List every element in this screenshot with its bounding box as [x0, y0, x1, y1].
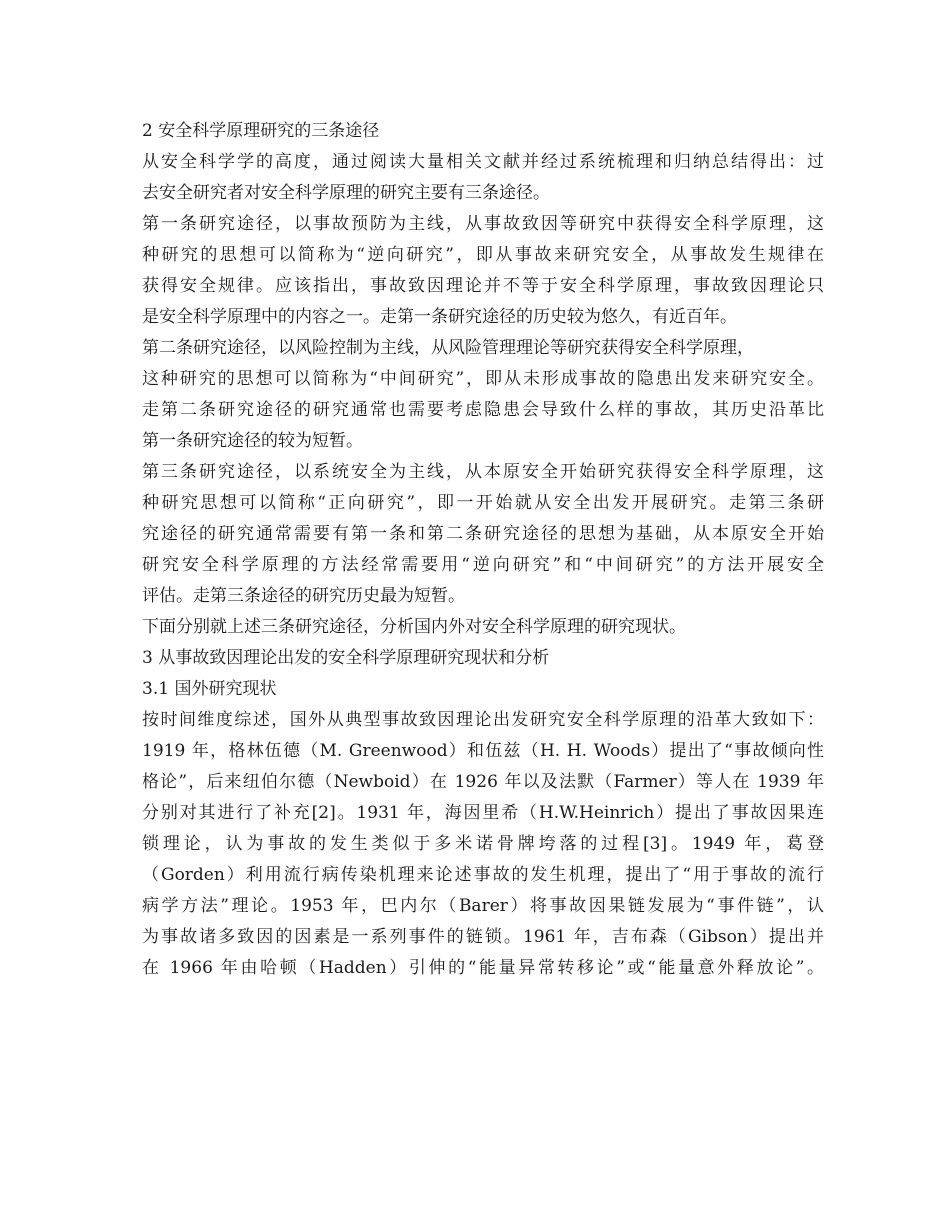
text-line: 第二条研究途径，以风险控制为主线，从风险管理理论等研究获得安全科学原理， [142, 338, 754, 358]
section-heading: 3 从事故致因理论出发的安全科学原理研究现状和分析 [142, 648, 550, 668]
document-page [142, 116, 824, 984]
text-line: 按时间维度综述，国外从典型事故致因理论出发研究安全科学原理的沿革大致如下： [142, 710, 824, 730]
text-line: 第一条研究途径，以事故预防为主线，从事故致因等研究中获得安全科学原理，这 [142, 214, 824, 234]
text-line: 获得安全规律。应该指出，事故致因理论并不等于安全科学原理，事故致因理论只 [142, 276, 824, 296]
text-line: 种研究的思想可以简称为“逆向研究”，即从事故来研究安全，从事故发生规律在 [142, 245, 824, 265]
text-line: 锁理论，认为事故的发生类似于多米诺骨牌垮落的过程[3]。1949 年，葛登 [142, 834, 824, 854]
text-line: 为事故诸多致因的因素是一系列事件的链锁。1961 年，吉布森（Gibson）提出并 [142, 927, 824, 947]
text-line: 第一条研究途径的较为短暂。 [142, 431, 363, 451]
text-line: 病学方法”理论。1953 年，巴内尔（Barer）将事故因果链发展为“事件链”，认 [142, 896, 824, 916]
text-line: （Gorden）利用流行病传染机理来论述事故的发生机理，提出了“用于事故的流行 [142, 865, 824, 885]
text-line: 从安全科学学的高度，通过阅读大量相关文献并经过系统梳理和归纳总结得出：过 [142, 152, 824, 172]
text-line: 1919 年，格林伍德（M. Greenwood）和伍兹（H. H. Woods）提出了“事故倾向性 [142, 741, 824, 761]
text-line: 分别对其进行了补充[2]。1931 年，海因里希（H.W.Heinrich）提出了事故因果连 [142, 803, 824, 823]
text-line: 这种研究的思想可以简称为“中间研究”，即从未形成事故的隐患出发来研究安全。 [142, 369, 824, 389]
section-heading: 2 安全科学原理研究的三条途径 [142, 121, 380, 141]
subsection-heading: 3.1 国外研究现状 [142, 679, 277, 699]
text-line: 下面分别就上述三条研究途径，分析国内外对安全科学原理的研究现状。 [142, 617, 686, 637]
text-line: 格论”，后来纽伯尔德（Newboid）在 1926 年以及法默（Farmer）等人在 1939 年 [142, 772, 824, 792]
text-line: 研究安全科学原理的方法经常需要用“逆向研究”和“中间研究”的方法开展安全 [142, 555, 824, 575]
text-line: 是安全科学原理中的内容之一。走第一条研究途径的历史较为悠久，有近百年。 [142, 307, 737, 327]
text-line: 第三条研究途径，以系统安全为主线，从本原安全开始研究获得安全科学原理，这 [142, 462, 824, 482]
text-line: 走第二条研究途径的研究通常也需要考虑隐患会导致什么样的事故，其历史沿革比 [142, 400, 824, 420]
text-line: 去安全研究者对安全科学原理的研究主要有三条途径。 [142, 183, 550, 203]
text-line: 评估。走第三条途径的研究历史最为短暂。 [142, 586, 465, 606]
text-line: 在 1966 年由哈顿（Hadden）引伸的“能量异常转移论”或“能量意外释放论”。 [142, 958, 824, 978]
text-line: 种研究思想可以简称“正向研究”，即一开始就从安全出发开展研究。走第三条研 [142, 493, 824, 513]
text-line: 究途径的研究通常需要有第一条和第二条研究途径的思想为基础，从本原安全开始 [142, 524, 824, 544]
